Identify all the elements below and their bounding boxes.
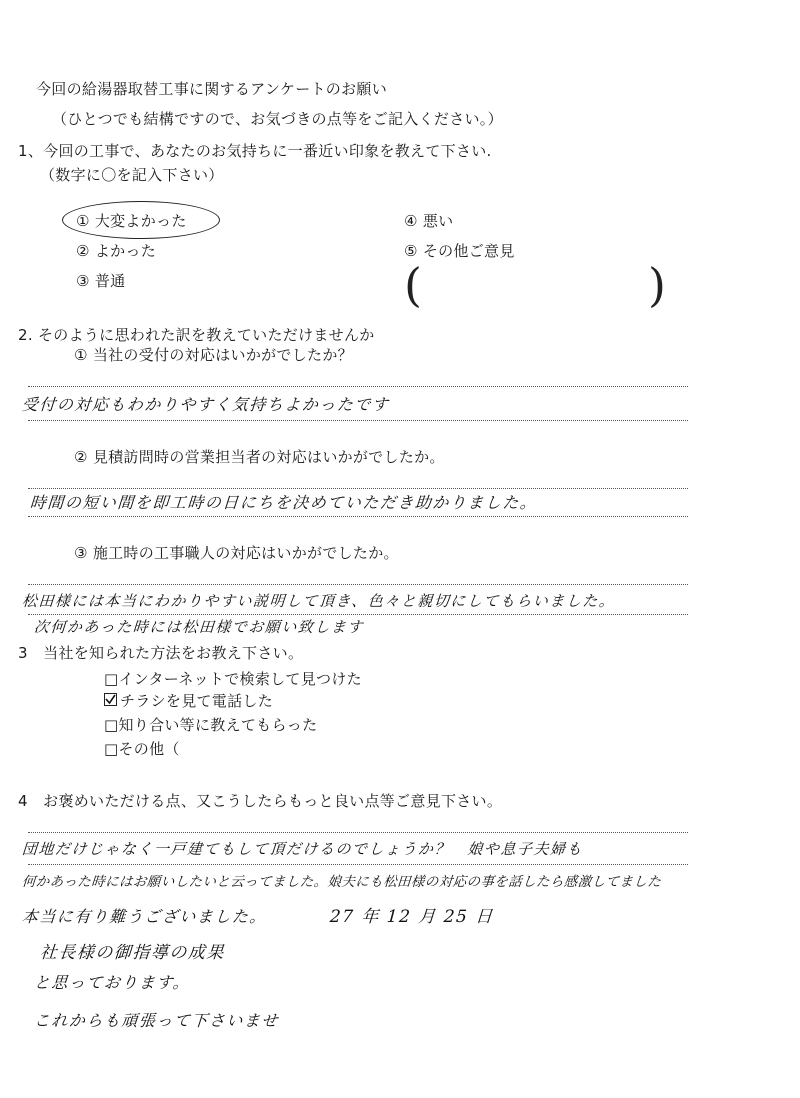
q3-option-internet: □インターネットで検索して見つけた: [104, 670, 362, 688]
q1-option-4: ④ 悪い: [404, 212, 454, 230]
q4-answer-line6: これからも頑張って下さいませ: [33, 1011, 280, 1030]
answer-line: [28, 832, 688, 833]
q2-sub3: ③ 施工時の工事職人の対応はいかがでしたか。: [74, 544, 399, 562]
q1-option-3: ③ 普通: [76, 272, 126, 290]
q3-option-acquaintance: □知り合い等に教えてもらった: [104, 716, 318, 734]
answer-line: [28, 488, 688, 489]
paren-close: ): [648, 258, 666, 312]
q2-answer3-line2: 次何かあった時には松田様でお願い致します: [33, 618, 365, 636]
q3-question: 3 当社を知られた方法をお教え下さい。: [18, 644, 304, 662]
q4-answer-line5: と思っております。: [33, 973, 191, 992]
q3-option-flyer: チラシを見て電話した: [120, 692, 274, 710]
survey-subtitle: （ひとつでも結構ですので、お気づきの点等をご記入ください。）: [52, 110, 503, 128]
q4-answer-line1: 団地だけじゃなく一戸建てもして頂だけるのでしょうか？ 娘や息子夫婦も: [21, 840, 584, 858]
paren-open: (: [404, 258, 422, 312]
q1-instruction: （数字に〇を記入下さい）: [40, 166, 224, 184]
q2-sub2: ② 見積訪問時の営業担当者の対応はいかがでしたか。: [74, 448, 445, 466]
answer-line: [28, 864, 688, 865]
answer-line: [28, 516, 688, 517]
answer-line: [28, 614, 688, 615]
answer-line: [28, 386, 688, 387]
checked-box-icon: [104, 693, 117, 706]
q1-question: 1、今回の工事で、あなたのお気持ちに一番近い印象を教えて下さい.: [18, 142, 492, 160]
q4-question: 4 お褒めいただける点、又こうしたらもっと良い点等ご意見下さい。: [18, 792, 503, 810]
answer-line: [28, 420, 688, 421]
q3-option-other: □その他（: [104, 740, 180, 758]
q1-option-2: ② よかった: [76, 242, 157, 260]
q1-option-5: ⑤ その他ご意見: [404, 242, 515, 260]
q2-answer1: 受付の対応もわかりやすく気持ちよかったです: [21, 395, 391, 414]
q2-question: 2. そのように思われた訳を教えていただけませんか: [18, 326, 375, 344]
q1-option-1: ① 大変よかった: [76, 212, 187, 230]
q2-answer2: 時間の短い間を即工時の日にちを決めていただき助かりました。: [29, 493, 539, 512]
q4-answer-line2: 何かあった時にはお願いしたいと云ってました。娘夫にも松田様の対応の事を話したら感激してました: [21, 874, 662, 890]
q2-sub1: ① 当社の受付の対応はいかがでしたか？: [74, 346, 353, 364]
q2-answer3-line1: 松田様には本当にわかりやすい説明して頂き、色々と親切にしてもらいました。: [21, 592, 617, 610]
survey-title: 今回の給湯器取替工事に関するアンケートのお願い: [36, 80, 388, 98]
response-date: 27 年 12 月 25 日: [329, 907, 495, 927]
answer-line: [28, 584, 688, 585]
q4-answer-line3: 本当に有り難うございました。: [21, 907, 268, 926]
q4-answer-line4: 社長様の御指導の成果: [39, 943, 226, 963]
